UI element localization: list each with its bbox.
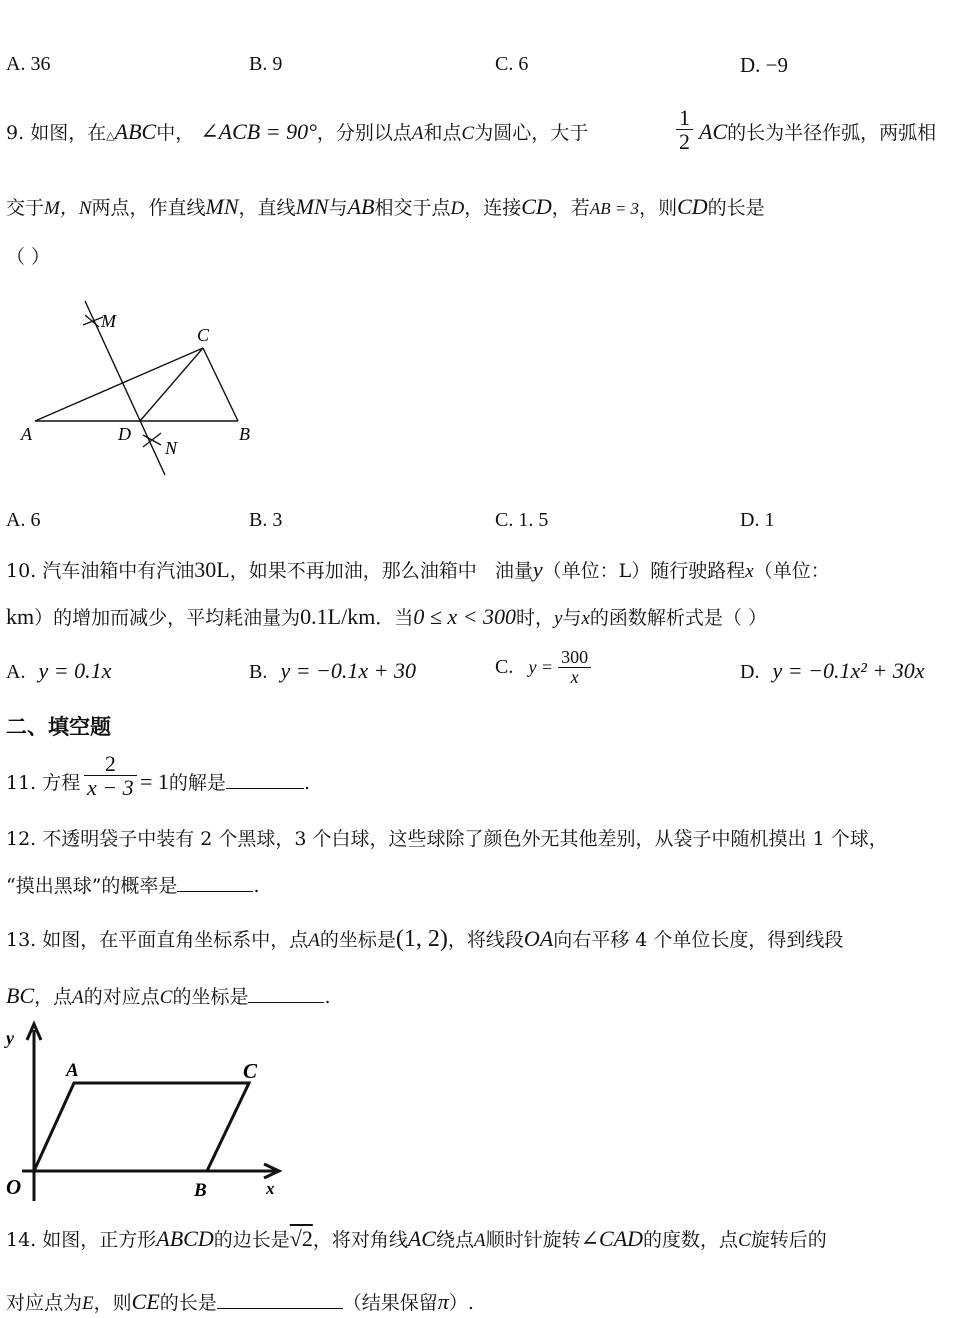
- q13-end: .: [324, 986, 331, 1008]
- q10-text: （单位：: [753, 560, 830, 582]
- q10-option-a: [6, 658, 111, 684]
- q14-point-c: C: [738, 1230, 751, 1251]
- q13-number: 13.: [6, 929, 37, 951]
- q13-text: 的坐标是: [172, 986, 249, 1008]
- q10-text: ，如果不再加油，那么油箱中: [229, 560, 477, 582]
- q14-text: 如图，正方形: [42, 1229, 157, 1251]
- q13-bc: BC: [6, 983, 35, 1008]
- arc-mark-n: [143, 433, 161, 447]
- q13-line-1: [6, 925, 843, 953]
- q11-prefix: [6, 768, 80, 795]
- q9-point-c: C: [461, 123, 475, 144]
- label-x: x: [266, 1179, 275, 1198]
- label-c: C: [243, 1059, 258, 1083]
- q8-option-a: A. 36: [6, 53, 51, 75]
- option-c-fraction: [558, 648, 591, 687]
- q12-line-1: 12. 不透明袋子中装有 2 个黑球，3 个白球，这些球除了颜色外无其他差别，从袋子中随机摸出 1 个球，: [6, 828, 888, 850]
- q14-text: ，将对角线: [312, 1229, 408, 1251]
- fraction-denominator: x − 3: [87, 775, 134, 801]
- q10-text: 与: [562, 607, 582, 629]
- q9-cd: CD: [521, 194, 552, 219]
- section-heading-fill-blank: 二、填空题: [6, 715, 111, 739]
- q9-text: ，直线: [238, 197, 296, 219]
- fraction-denominator: 2: [679, 129, 690, 155]
- option-label: A.: [6, 661, 26, 683]
- q12-text: “摸出黑球”的概率是: [6, 875, 178, 897]
- q10-number: 10.: [6, 560, 37, 582]
- q13-oa: OA: [523, 926, 554, 951]
- q10-text: 汽车油箱中有汽油: [42, 560, 195, 582]
- label-d: D: [118, 424, 131, 444]
- q11-text: 方程: [42, 772, 81, 794]
- q14-text: 的边长是: [213, 1229, 290, 1251]
- q9-text: 的长是: [707, 197, 765, 219]
- q14-text: （结果保留: [342, 1292, 438, 1314]
- q10-line-2: [6, 603, 767, 630]
- q9-point-a: A: [411, 123, 424, 144]
- q9-text: ，连接: [464, 197, 522, 219]
- q11-equals: = 1: [140, 769, 169, 794]
- q9-mn: MN: [295, 194, 329, 219]
- q10-text: 油量: [494, 560, 533, 582]
- q10-text: 时，: [516, 607, 555, 629]
- q9-text: ，分别以点: [316, 122, 412, 144]
- q8-option-b: B. 9: [249, 53, 283, 75]
- q9-text: 与: [328, 197, 348, 219]
- label-y: y: [6, 1028, 14, 1048]
- q14-ac: AC: [407, 1226, 436, 1251]
- q10-km: km: [6, 604, 35, 629]
- q11-answer-blank[interactable]: [226, 788, 304, 789]
- q9-text: 两点，作直线: [91, 197, 206, 219]
- q14-line-2: [6, 1288, 474, 1315]
- option-label: D.: [740, 661, 760, 683]
- q10-text: 的函数解析式是（ ）: [589, 607, 767, 629]
- q9-line-1-end: [699, 118, 936, 145]
- q9-text: ，若: [551, 197, 590, 219]
- q10-line-1: [6, 556, 830, 583]
- fraction-numerator: 2: [84, 752, 137, 776]
- fraction-denominator: x: [570, 666, 579, 687]
- option-formula: y = 0.1x: [38, 658, 112, 683]
- q13-text: 的坐标是: [319, 929, 396, 951]
- q13-text: 的对应点: [83, 986, 160, 1008]
- q14-abcd: ABCD: [156, 1226, 214, 1251]
- option-label: C.: [495, 655, 514, 678]
- parallelogram-oacb: [34, 1083, 249, 1171]
- q13-answer-blank[interactable]: [248, 1002, 324, 1003]
- q10-rate: 0.1L/km: [300, 604, 376, 629]
- q11-fraction: [84, 752, 137, 799]
- label-m: M: [101, 311, 116, 331]
- q9-text: 的长为半径作弧，两弧相: [727, 122, 937, 144]
- q10-text: ）的增加而减少，平均耗油量为: [34, 607, 301, 629]
- q9-line-2: [6, 193, 765, 220]
- q9-angle: ∠ACB = 90°: [200, 119, 317, 144]
- q9-option-a: A. 6: [6, 509, 41, 531]
- q9-half-fraction: [676, 106, 693, 153]
- q10-var-x: x: [745, 561, 754, 582]
- q13-text: ，将线段: [447, 929, 524, 951]
- q9-text: 如图，在: [30, 122, 107, 144]
- q14-text: 旋转后的: [750, 1229, 827, 1251]
- q13-point-a: A: [308, 930, 320, 951]
- q8-option-d: D. −9: [740, 53, 789, 77]
- q14-ce: CE: [131, 1289, 160, 1314]
- q14-text: 对应点为: [6, 1292, 83, 1314]
- label-a: A: [66, 1060, 79, 1081]
- q13-coordinate: (1, 2): [395, 926, 448, 952]
- option-formula: y = −0.1x² + 30x: [772, 658, 925, 683]
- q10-range: 0 ≤ x < 300: [413, 604, 517, 629]
- q12-line-2: [6, 871, 259, 898]
- q10-text: （单位：L）随行驶路程: [542, 560, 746, 582]
- q13-text: 如图，在平面直角坐标系中，点: [42, 929, 309, 951]
- q9-point-d: D: [450, 198, 465, 219]
- q9-line-1: [6, 118, 588, 145]
- q10-var-x: x: [581, 608, 590, 629]
- q9-mn-points: M，N: [44, 198, 92, 219]
- q13-line-2: [6, 982, 331, 1009]
- q9-text: ，则: [639, 197, 678, 219]
- label-b: B: [239, 424, 250, 444]
- q14-text: ）.: [448, 1292, 474, 1314]
- q14-sqrt-two: √2: [289, 1226, 313, 1251]
- q9-triangle-figure: [15, 295, 265, 480]
- label-n: N: [165, 438, 178, 458]
- q9-text: 和点: [423, 122, 462, 144]
- q9-abc: ABC: [114, 119, 157, 144]
- q14-line-1: [6, 1225, 827, 1252]
- label-a: A: [21, 424, 32, 444]
- q9-ab: AB: [347, 194, 375, 219]
- q9-option-c: C. 1. 5: [495, 509, 549, 531]
- q10-option-d: [740, 658, 924, 684]
- fraction-numerator: 300: [558, 648, 591, 668]
- q10-option-c: [495, 648, 591, 687]
- q11-suffix: [140, 768, 310, 795]
- line-mn: [85, 301, 165, 475]
- label-o: O: [6, 1175, 22, 1199]
- q13-text: 向右平移 4 个单位长度，得到线段: [553, 929, 844, 951]
- q10-text: ．当: [375, 607, 414, 629]
- q10-var-y: y: [532, 557, 543, 582]
- q9-answer-paren: （ ）: [6, 246, 51, 268]
- fraction-numerator: 1: [676, 106, 693, 130]
- q9-cd: CD: [677, 194, 708, 219]
- q9-text: 中，: [156, 122, 195, 144]
- q12-end: .: [253, 875, 260, 897]
- q14-text: 绕点: [435, 1229, 474, 1251]
- q13-parallelogram-figure: [0, 1018, 290, 1206]
- q9-mn: MN: [205, 194, 239, 219]
- q12-answer-blank[interactable]: [177, 891, 253, 892]
- segment-ac: [35, 348, 203, 421]
- q9-option-d: D. 1: [740, 509, 775, 531]
- q14-text: 的度数，点: [643, 1229, 739, 1251]
- option-formula: y =: [528, 656, 554, 677]
- q14-text: 顺时针旋转: [485, 1229, 581, 1251]
- q9-ab-value: AB = 3: [589, 199, 640, 218]
- q10-volume: 30L: [194, 557, 230, 582]
- q14-answer-blank[interactable]: [217, 1308, 343, 1309]
- q14-angle: ∠CAD: [580, 1226, 644, 1251]
- q14-text: 的长是: [159, 1292, 217, 1314]
- q14-pi: π: [437, 1289, 449, 1314]
- q9-text: 为圆心，大于: [474, 122, 589, 144]
- q14-point-e: E: [82, 1293, 94, 1314]
- q11-end: .: [303, 772, 310, 794]
- label-c: C: [197, 325, 210, 345]
- q14-number: 14.: [6, 1229, 37, 1251]
- q10-option-b: [249, 658, 416, 684]
- option-formula: y = −0.1x + 30: [280, 658, 417, 683]
- q9-number: 9.: [6, 122, 25, 144]
- label-b: B: [194, 1180, 207, 1201]
- q9-option-b: B. 3: [249, 509, 283, 531]
- q11-number: 11.: [6, 772, 37, 794]
- q10-var-y: y: [554, 608, 563, 629]
- q9-ac: AC: [699, 119, 728, 144]
- q13-text: ，点: [34, 986, 73, 1008]
- triangle-symbol: △: [106, 129, 115, 142]
- segment-cb: [203, 348, 238, 421]
- segment-cd: [140, 348, 203, 421]
- option-label: B.: [249, 661, 268, 683]
- q13-point-c: C: [159, 987, 173, 1008]
- q14-text: ，则: [93, 1292, 132, 1314]
- q9-text: 相交于点: [374, 197, 451, 219]
- q11-text: 的解是: [168, 772, 226, 794]
- q14-point-a: A: [473, 1230, 486, 1251]
- q8-option-c: C. 6: [495, 53, 529, 75]
- q13-point-a: A: [72, 987, 84, 1008]
- q9-text: 交于: [6, 197, 45, 219]
